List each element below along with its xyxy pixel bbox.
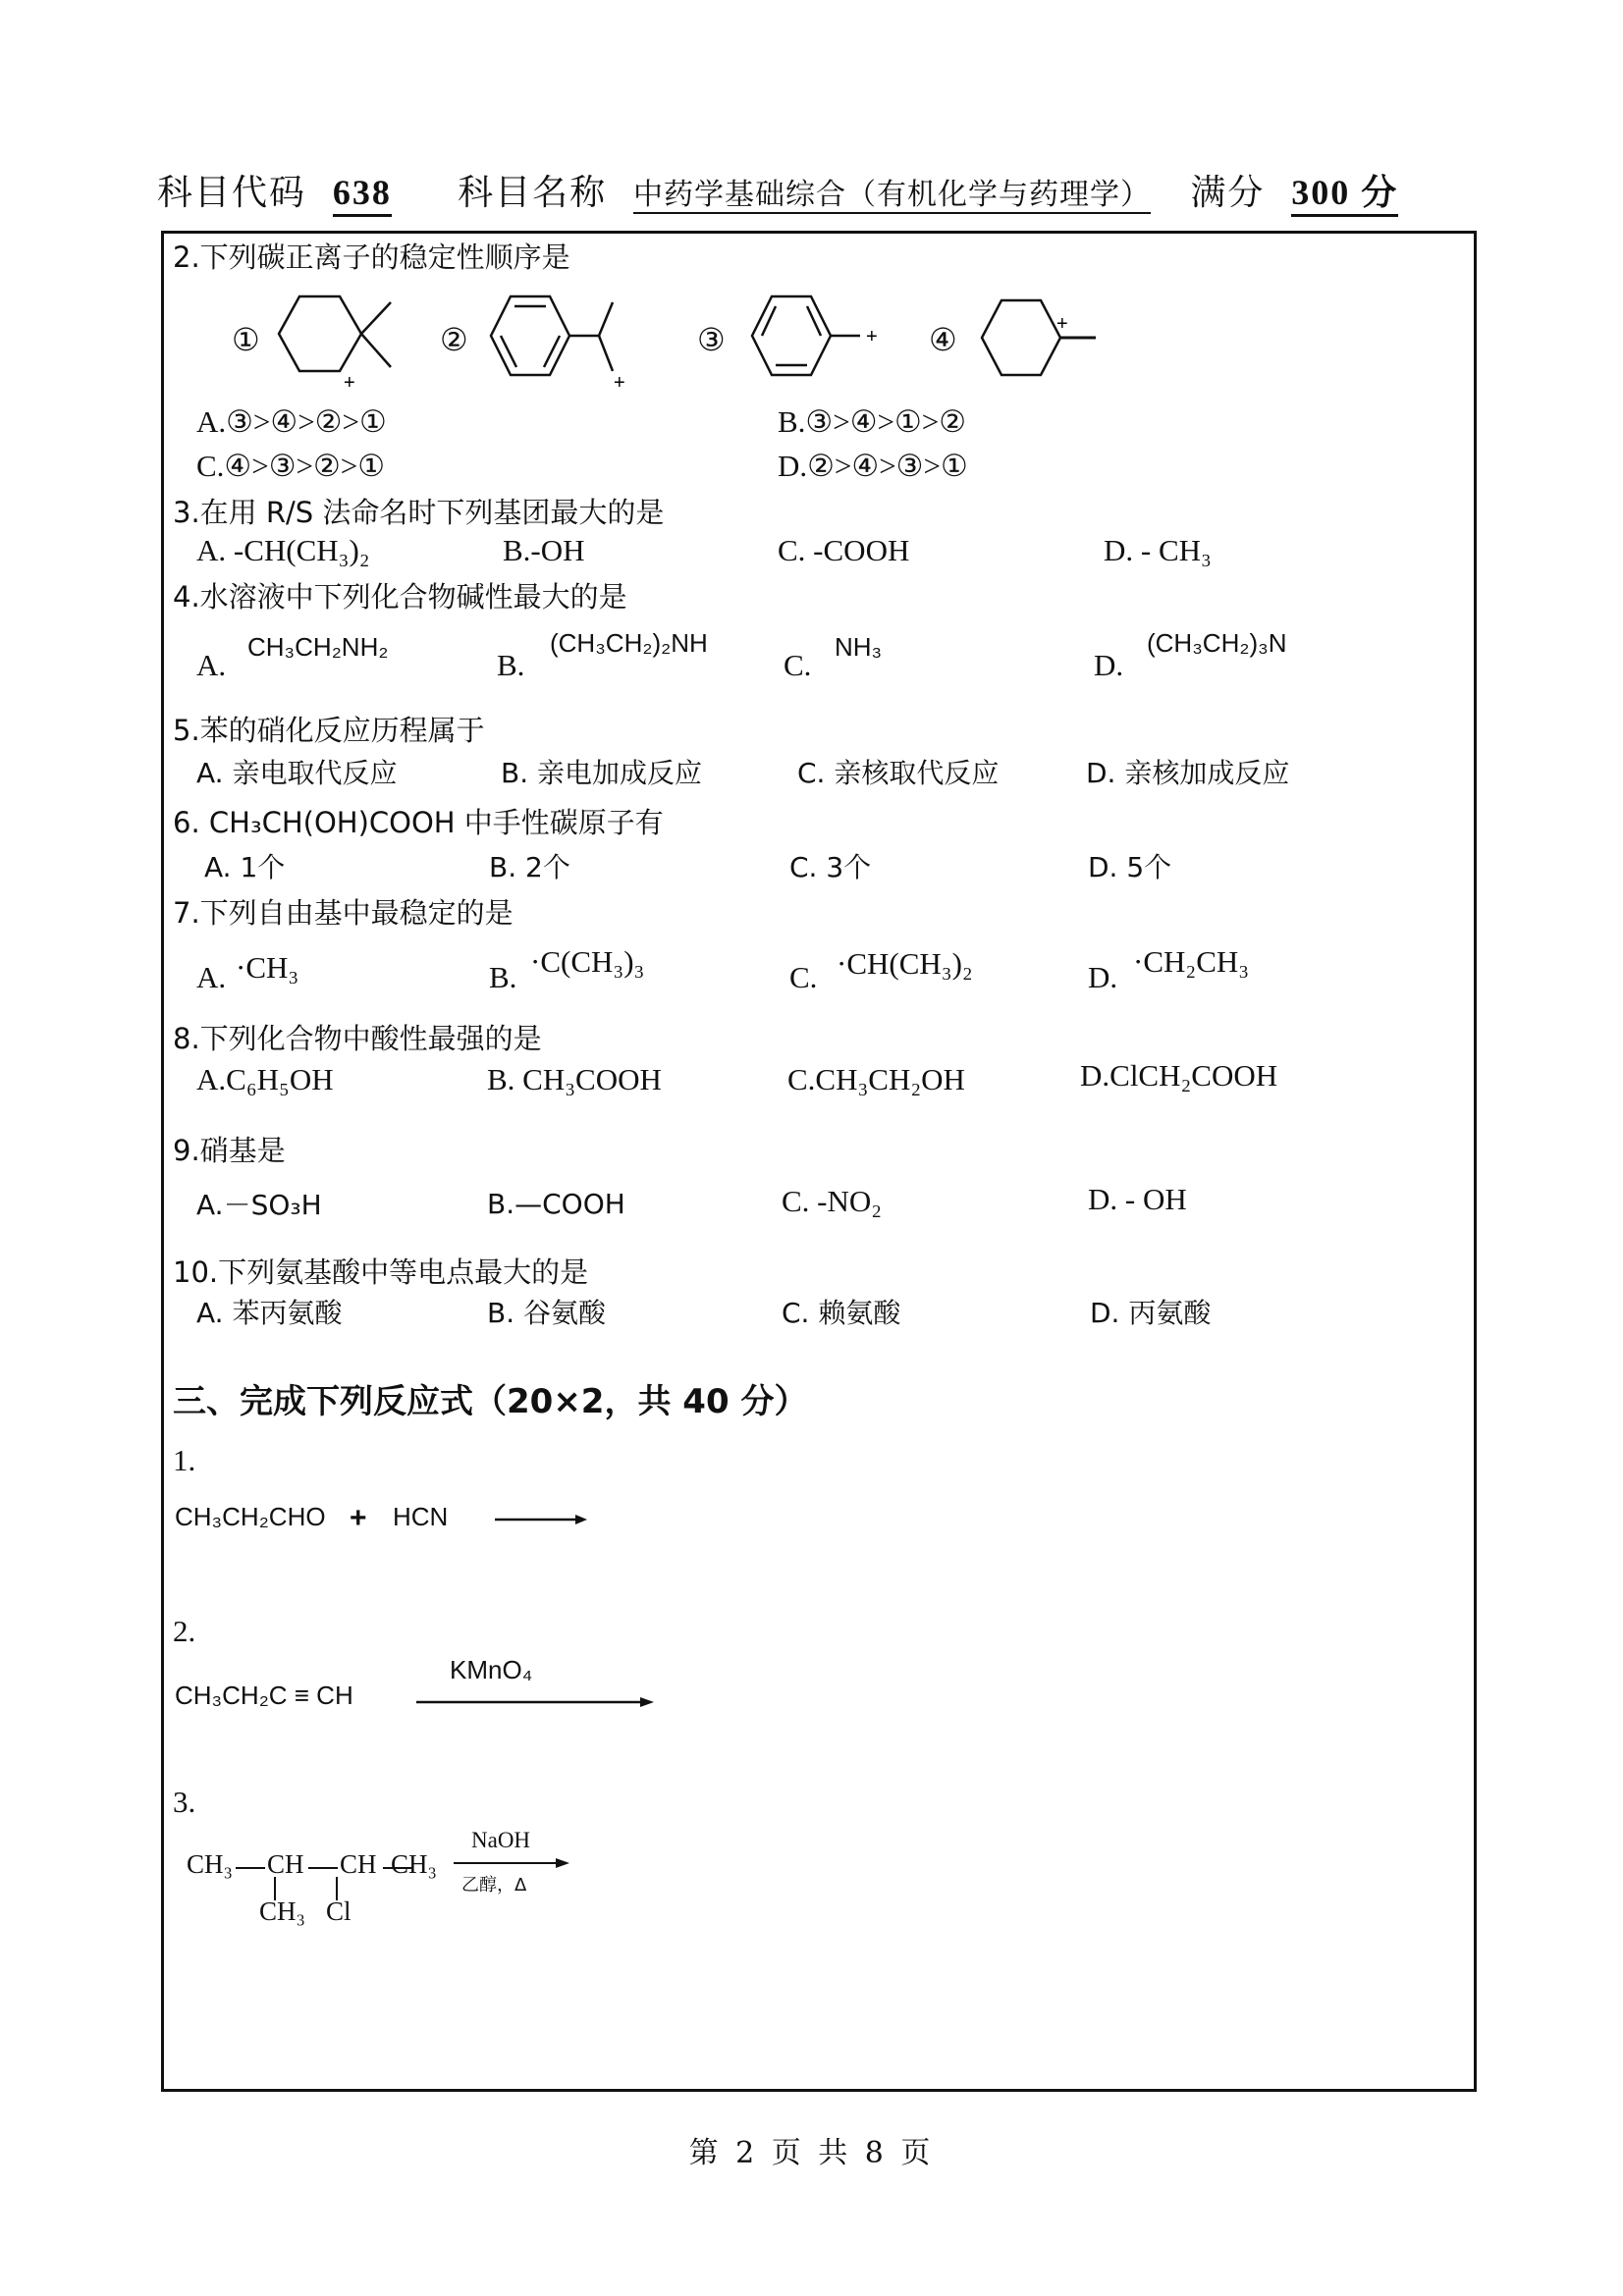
reaction-1-arrow-icon bbox=[491, 1512, 589, 1527]
methylcyclohexyl-cation-structure bbox=[974, 285, 1131, 393]
q2-option-b: B.③>④>①>② bbox=[778, 404, 967, 439]
structure-label-3: ③ bbox=[697, 321, 726, 358]
q10-option-a: A. 苯丙氨酸 bbox=[196, 1297, 343, 1329]
q4-letter-c: C. bbox=[784, 648, 812, 682]
q2-option-d: D.②>④>③>① bbox=[778, 449, 968, 483]
question-8: 8.下列化合物中酸性最强的是 bbox=[173, 1022, 542, 1055]
reaction-2-condition: KMnO₄ bbox=[450, 1655, 533, 1684]
reaction-2-number: 2. bbox=[173, 1614, 196, 1648]
subject-name-label: 科目名称 bbox=[458, 173, 608, 213]
full-score-label: 满分 bbox=[1190, 173, 1266, 213]
benzyl-cation-structure bbox=[744, 285, 911, 393]
q10-option-c: C. 赖氨酸 bbox=[782, 1297, 901, 1329]
q4-letter-a: A. bbox=[196, 648, 227, 682]
reaction-3-number: 3. bbox=[173, 1785, 196, 1819]
q9-option-c: C. -NO₂ bbox=[782, 1184, 883, 1218]
q7-option-d: ·CH₂CH₃ bbox=[1133, 944, 1250, 979]
reaction-3-arrow-icon bbox=[452, 1855, 573, 1871]
question-2: 2.下列碳正离子的稳定性顺序是 bbox=[173, 240, 570, 274]
q4-option-c: NH₃ bbox=[835, 632, 883, 662]
q5-option-d: D. 亲核加成反应 bbox=[1086, 757, 1290, 789]
q3-option-c: C. -COOH bbox=[778, 533, 910, 567]
q7-option-a: ·CH₃ bbox=[236, 950, 299, 985]
q6-option-d: D. 5个 bbox=[1088, 851, 1172, 883]
subject-name: 中药学基础综合（有机化学与药理学） bbox=[633, 178, 1152, 212]
q7-option-c: ·CH(CH₃)₂ bbox=[837, 946, 973, 981]
chain-atom-3: CH bbox=[340, 1849, 377, 1879]
cyclohexyl-cation-structure bbox=[275, 285, 412, 393]
q6-option-b: B. 2个 bbox=[489, 851, 570, 883]
structure-label-1: ① bbox=[232, 321, 260, 358]
question-6: 6. CH₃CH(OH)COOH 中手性碳原子有 bbox=[173, 806, 664, 839]
question-5: 5.苯的硝化反应历程属于 bbox=[173, 714, 485, 747]
bond-line bbox=[236, 1867, 265, 1869]
structure-label-2: ② bbox=[440, 321, 468, 358]
q7-letter-d: D. bbox=[1088, 960, 1118, 994]
question-9: 9.硝基是 bbox=[173, 1134, 286, 1167]
reaction-3-condition-bottom: 乙醇，Δ bbox=[461, 1875, 527, 1896]
structure-label-4: ④ bbox=[929, 321, 957, 358]
q4-option-b: (CH₃CH₂)₂NH bbox=[550, 628, 708, 658]
q3-option-d: D. - CH₃ bbox=[1104, 533, 1212, 567]
q5-option-c: C. 亲核取代反应 bbox=[797, 757, 1000, 789]
section-3-title: 三、完成下列反应式（20×2，共 40 分） bbox=[173, 1382, 808, 1421]
question-10: 10.下列氨基酸中等电点最大的是 bbox=[173, 1255, 589, 1289]
reaction-3-condition-top: NaOH bbox=[471, 1828, 531, 1852]
q2-option-a: A.③>④>②>① bbox=[196, 404, 387, 439]
q3-option-a: A. -CH(CH₃)₂ bbox=[196, 533, 370, 567]
exam-header bbox=[157, 165, 1398, 215]
q9-option-a: A.－SO₃H bbox=[196, 1189, 322, 1221]
svg-text:+: + bbox=[614, 372, 625, 394]
q6-option-a: A. 1个 bbox=[204, 851, 286, 883]
svg-text:+: + bbox=[1056, 313, 1068, 335]
reaction-2-reactant: CH₃CH₂C ≡ CH bbox=[175, 1681, 353, 1710]
svg-text:+: + bbox=[344, 372, 355, 394]
q5-option-b: B. 亲电加成反应 bbox=[501, 757, 703, 789]
q7-option-b: ·C(CH₃)₃ bbox=[530, 944, 645, 979]
q8-option-b: B. CH₃COOH bbox=[487, 1062, 662, 1096]
reaction-2-arrow-icon bbox=[412, 1694, 658, 1710]
q7-letter-b: B. bbox=[489, 960, 517, 994]
q10-option-d: D. 丙氨酸 bbox=[1090, 1297, 1212, 1329]
question-4: 4.水溶液中下列化合物碱性最大的是 bbox=[173, 580, 627, 614]
chain-atom-4: CH₃ bbox=[391, 1849, 437, 1879]
q7-letter-c: C. bbox=[789, 960, 818, 994]
branch-chlorine: Cl bbox=[326, 1896, 352, 1926]
subject-code: 638 bbox=[333, 173, 392, 217]
reaction-1-reactant: CH₃CH₂CHO bbox=[175, 1502, 326, 1531]
q5-option-a: A. 亲电取代反应 bbox=[196, 757, 398, 789]
q10-option-b: B. 谷氨酸 bbox=[487, 1297, 607, 1329]
full-score: 300 分 bbox=[1291, 173, 1398, 217]
reaction-1-number: 1. bbox=[173, 1443, 196, 1477]
q3-option-b: B.-OH bbox=[503, 533, 585, 567]
page-number: 第 2 页 共 8 页 bbox=[688, 2136, 935, 2170]
chain-atom-2: CH bbox=[267, 1849, 304, 1879]
subject-code-label: 科目代码 bbox=[157, 173, 307, 213]
q9-option-b: B.—COOH bbox=[487, 1188, 625, 1220]
q8-option-a: A.C₆H₅OH bbox=[196, 1062, 334, 1096]
bond-line bbox=[308, 1867, 338, 1869]
question-7: 7.下列自由基中最稳定的是 bbox=[173, 896, 514, 930]
q4-letter-b: B. bbox=[497, 648, 525, 682]
chain-atom-1: CH₃ bbox=[187, 1849, 233, 1879]
branch-methyl: CH₃ bbox=[259, 1896, 305, 1926]
q8-option-d: D.ClCH₂COOH bbox=[1080, 1058, 1278, 1093]
q4-option-d: (CH₃CH₂)₃N bbox=[1147, 628, 1287, 658]
q8-option-c: C.CH₃CH₂OH bbox=[787, 1062, 965, 1096]
reaction-1-reagent: HCN bbox=[393, 1502, 449, 1531]
svg-text:+: + bbox=[866, 326, 878, 347]
q6-option-c: C. 3个 bbox=[789, 851, 872, 883]
q4-letter-d: D. bbox=[1094, 648, 1124, 682]
q7-letter-a: A. bbox=[196, 960, 227, 994]
q4-option-a: CH₃CH₂NH₂ bbox=[247, 632, 389, 662]
question-3: 3.在用 R/S 法命名时下列基团最大的是 bbox=[173, 496, 665, 529]
q9-option-d: D. - OH bbox=[1088, 1182, 1187, 1216]
cumyl-cation-structure bbox=[483, 285, 650, 393]
q2-option-c: C.④>③>②>① bbox=[196, 449, 386, 483]
reaction-1-plus: + bbox=[350, 1502, 367, 1534]
